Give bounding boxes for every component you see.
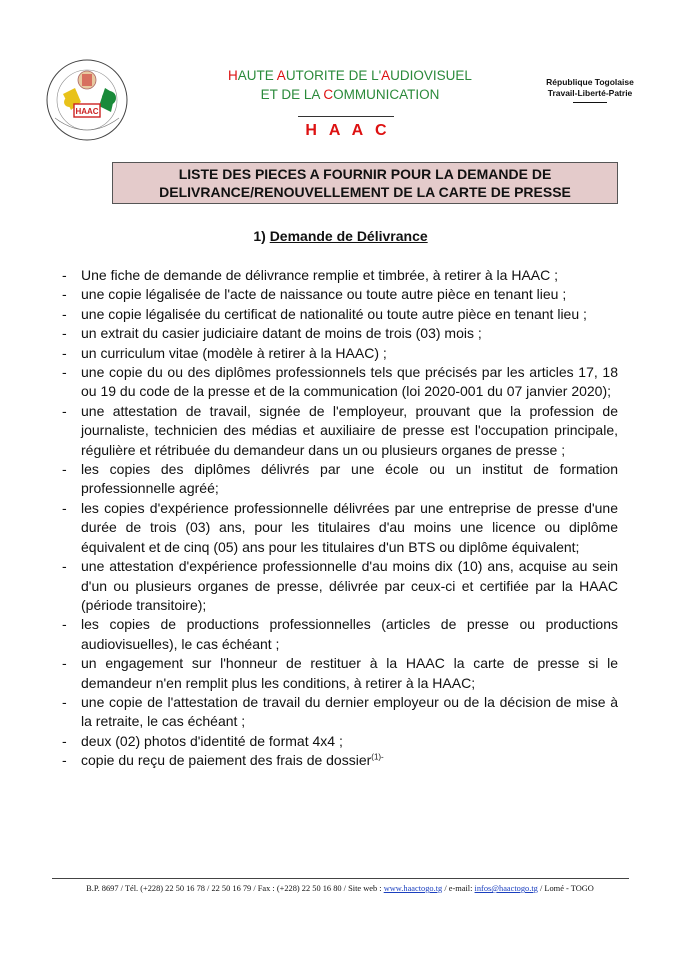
list-item-text: une copie légalisée de l'acte de naissance ou toute autre pièce en tenant lieu ;: [81, 286, 567, 303]
list-item: [62, 499, 618, 557]
section-heading: [0, 228, 681, 244]
bullet-dash: -: [62, 616, 67, 633]
bullet-dash: -: [62, 693, 67, 710]
list-item-text: Une fiche de demande de délivrance remplie et timbrée, à retirer à la HAAC ;: [81, 267, 559, 283]
org-initial: C: [323, 87, 334, 102]
org-word: UDIOVISUEL: [390, 68, 472, 83]
acronym: H A A C: [305, 122, 391, 139]
list-item-text: deux (02) photos d'identité de format 4x4 ;: [81, 732, 343, 749]
list-item-text: une copie de l'attestation de travail du dernier employeur ou de la décision de mise à la retraite, le cas échéant ;: [81, 693, 618, 730]
list-item-text: les copies d'expérience professionnelle délivrées par une entreprise de presse d'une durée de trois (03) ans, pour les titulaires d'au moins une licence ou diplôme équivalent et de cinq (05) ans pour les titulaires d'un BTS ou diplôme équivalent;: [81, 499, 618, 555]
bullet-dash: -: [62, 267, 67, 283]
list-item-text: une copie du ou des diplômes professionnels tels que précisés par les articles 17, 18 ou 19 du code de la presse et de la communication (loi 2020-001 du 07 janvier 2020);: [81, 364, 618, 400]
bullet-dash: -: [62, 305, 67, 322]
title-line-2: DELIVRANCE/RENOUVELLEMENT DE LA CARTE DE PRESSE: [159, 184, 571, 200]
haac-logo: [45, 58, 129, 142]
org-word: AUTE: [237, 68, 277, 83]
bullet-dash: -: [62, 558, 67, 575]
list-item-text: les copies de productions professionnelles (articles de presse ou productions audiovisuelles), le cas échéant ;: [81, 616, 618, 652]
footer-divider: [52, 878, 629, 879]
bullet-dash: -: [62, 325, 67, 342]
org-line-1: [200, 66, 500, 85]
org-word: OMMUNICATION: [333, 87, 440, 102]
organization-name: [200, 66, 500, 104]
list-item: [62, 402, 618, 460]
list-item-text: une attestation d'expérience professionnelle d'au moins dix (10) ans, acquise au sein d'un ou plusieurs organes de presse, délivrée par ceux-ci et certifiée par la HAAC (période transitoire);: [81, 558, 618, 613]
org-initial: A: [381, 68, 391, 83]
footer-contact: B.P. 8697 / Tél. (+228) 22 50 16 78 / 22 50 16 79 / Fax : (+228) 22 50 16 80 / Site web :: [86, 884, 384, 893]
republic-name: République Togolaise: [546, 77, 634, 87]
republic-block: [528, 77, 652, 103]
bullet-dash: -: [62, 344, 67, 361]
bullet-dash: -: [62, 402, 67, 419]
list-item: [62, 557, 618, 615]
bullet-dash: -: [62, 752, 67, 769]
bullet-dash: -: [62, 286, 67, 303]
email-link[interactable]: infos@haactogo.tg: [474, 884, 538, 893]
list-item: [62, 305, 618, 324]
bullet-dash: -: [62, 655, 67, 672]
list-item: [62, 693, 618, 732]
republic-divider: [573, 102, 607, 103]
list-item-text: un curriculum vitae (modèle à retirer à la HAAC) ;: [81, 344, 387, 361]
list-item: [62, 751, 618, 770]
org-word: UTORITE DE L': [285, 68, 382, 83]
list-item: [62, 344, 618, 363]
list-item: [62, 654, 618, 693]
list-item: [62, 324, 618, 343]
bullet-dash: -: [62, 499, 67, 516]
org-line-2: [200, 85, 500, 104]
website-link[interactable]: www.haactogo.tg: [383, 884, 443, 893]
logo-text: HAAC: [75, 107, 99, 116]
list-item: [62, 363, 618, 402]
org-word: ET DE LA: [260, 87, 324, 102]
title-line-1: LISTE DES PIECES A FOURNIR POUR LA DEMANDE DE: [178, 166, 552, 182]
list-item-text: un extrait du casier judiciaire datant de moins de trois (03) mois ;: [81, 325, 482, 342]
list-item: [62, 615, 618, 654]
acronym-divider: [298, 116, 394, 117]
bullet-dash: -: [62, 732, 67, 749]
footer-location: / Lomé - TOGO: [537, 884, 594, 893]
org-initial: H: [228, 68, 238, 83]
bullet-dash: -: [62, 461, 67, 478]
list-item-text: copie du reçu de paiement des frais de dossier: [81, 752, 372, 769]
list-item-text: les copies des diplômes délivrés par une école ou un institut de formation professionnelle agréé;: [81, 461, 618, 497]
document-title: [112, 162, 618, 204]
list-item: [62, 460, 618, 499]
list-item-text: une attestation de travail, signée de l'employeur, prouvant que la profession de journaliste, technicien des médias et auxiliaire de presse est l'occupation principale, régulière et rétribuée du demandeur dans un ou plusieurs organes de presse ;: [81, 402, 618, 458]
section-number: 1): [253, 228, 266, 244]
footer: [40, 884, 640, 893]
bullet-dash: -: [62, 364, 67, 381]
list-item: [62, 266, 618, 285]
footer-email-label: / e-mail:: [442, 884, 475, 893]
section-title: Demande de Délivrance: [269, 228, 428, 244]
list-item: [62, 732, 618, 751]
list-item-text: une copie légalisée du certificat de nationalité ou toute autre pièce en tenant lieu ;: [81, 305, 587, 322]
org-initial: A: [276, 68, 286, 83]
requirements-list: [62, 266, 618, 771]
list-item: [62, 285, 618, 304]
republic-motto: Travail-Liberté-Patrie: [547, 88, 633, 98]
list-item-text: un engagement sur l'honneur de restituer à la HAAC la carte de presse si le demandeur n'en remplit plus les conditions, à retirer à la HAAC;: [81, 655, 618, 691]
footnote-marker: (1)-: [371, 752, 384, 762]
